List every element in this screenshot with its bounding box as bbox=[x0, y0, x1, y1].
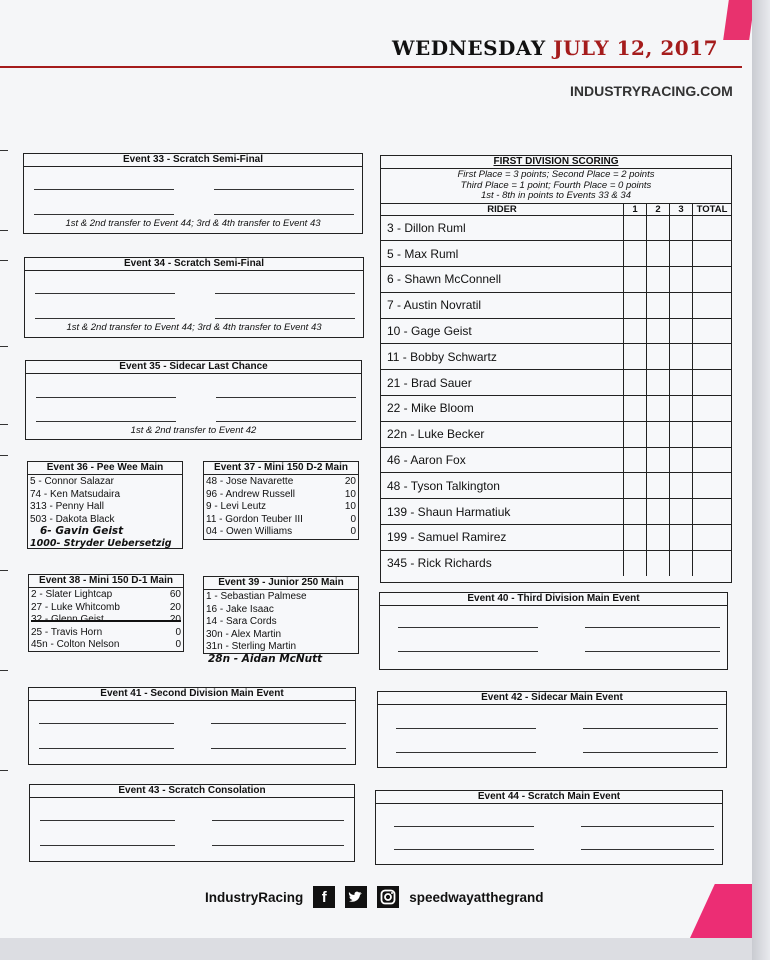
footer bbox=[205, 884, 605, 910]
scoring-body bbox=[381, 215, 731, 576]
score-cell[interactable] bbox=[693, 215, 732, 241]
instagram-icon bbox=[377, 886, 399, 908]
score-cell[interactable] bbox=[670, 421, 693, 447]
score-cell[interactable] bbox=[693, 344, 732, 370]
event-35-note: 1st & 2nd transfer to Event 42 bbox=[130, 425, 257, 436]
list-item: 16 - Jake Isaac bbox=[206, 603, 274, 615]
event-39-box bbox=[203, 576, 359, 654]
entry-line bbox=[394, 826, 534, 827]
table-row bbox=[381, 421, 731, 447]
score-cell[interactable] bbox=[624, 447, 647, 473]
event-34-title: Event 34 - Scratch Semi-Final bbox=[25, 258, 363, 271]
event-41-title: Event 41 - Second Division Main Event bbox=[29, 688, 355, 701]
table-row bbox=[381, 370, 731, 396]
rider-cell: 48 - Tyson Talkington bbox=[381, 473, 624, 499]
list-item: 45n - Colton Nelson 0 bbox=[31, 639, 181, 650]
score-cell[interactable] bbox=[647, 525, 670, 551]
scoring-rules: First Place = 3 points; Second Place = 2 points Third Place = 1 point; Fourth Place = 0 points 1st - 8th in points to Events 33 & 34 bbox=[381, 169, 731, 204]
event-33-box bbox=[23, 153, 363, 234]
score-cell[interactable] bbox=[693, 318, 732, 344]
table-row bbox=[381, 292, 731, 318]
list-item: 31n - Sterling Martin bbox=[206, 641, 297, 652]
table-row bbox=[381, 344, 731, 370]
entry-line bbox=[36, 397, 176, 398]
event-35-title: Event 35 - Sidecar Last Chance bbox=[26, 361, 361, 374]
entry-line bbox=[585, 627, 720, 628]
left-edge-ticks bbox=[0, 150, 8, 850]
event-34-box bbox=[24, 257, 364, 338]
rider-cell: 11 - Bobby Schwartz bbox=[381, 344, 624, 370]
list-item: 27 - Luke Whitcomb 20 bbox=[31, 601, 181, 613]
score-cell[interactable] bbox=[647, 370, 670, 396]
table-row bbox=[381, 267, 731, 293]
score-cell[interactable] bbox=[647, 396, 670, 422]
score-cell[interactable] bbox=[624, 499, 647, 525]
score-cell[interactable] bbox=[647, 550, 670, 575]
score-cell[interactable] bbox=[670, 370, 693, 396]
event-40-box bbox=[379, 592, 728, 670]
brand-name: IndustryRacing bbox=[205, 889, 304, 905]
event-36-box bbox=[27, 461, 183, 549]
table-row bbox=[381, 447, 731, 473]
rider-cell: 22n - Luke Becker bbox=[381, 421, 624, 447]
entry-line bbox=[40, 845, 175, 846]
event-38-box bbox=[28, 574, 184, 652]
score-cell[interactable] bbox=[670, 344, 693, 370]
score-cell[interactable] bbox=[693, 292, 732, 318]
table-row bbox=[381, 318, 731, 344]
event-37-box bbox=[203, 461, 359, 540]
entry-line bbox=[216, 421, 356, 422]
score-cell[interactable] bbox=[647, 215, 670, 241]
score-cell[interactable] bbox=[624, 318, 647, 344]
entry-line bbox=[214, 189, 354, 190]
rider-cell: 345 - Rick Richards bbox=[381, 550, 624, 575]
rider-cell: 21 - Brad Sauer bbox=[381, 370, 624, 396]
entry-line bbox=[35, 293, 175, 294]
entry-line bbox=[394, 849, 534, 850]
entry-line bbox=[585, 651, 720, 652]
score-cell[interactable] bbox=[693, 241, 732, 267]
score-cell[interactable] bbox=[670, 473, 693, 499]
score-cell[interactable] bbox=[647, 344, 670, 370]
site-url: INDUSTRYRACING.COM bbox=[570, 83, 733, 99]
scoring-grid bbox=[381, 204, 731, 576]
list-item: 25 - Travis Horn 0 bbox=[31, 626, 181, 638]
entry-line bbox=[34, 189, 174, 190]
event-39-roster bbox=[204, 590, 358, 655]
rider-cell: 10 - Gage Geist bbox=[381, 318, 624, 344]
event-43-title: Event 43 - Scratch Consolation bbox=[30, 785, 354, 798]
rider-cell: 22 - Mike Bloom bbox=[381, 396, 624, 422]
facebook-icon: f bbox=[313, 886, 335, 908]
score-cell[interactable] bbox=[647, 241, 670, 267]
score-cell[interactable] bbox=[693, 525, 732, 551]
event-41-box bbox=[28, 687, 356, 765]
entry-line bbox=[212, 820, 344, 821]
event-40-title: Event 40 - Third Division Main Event bbox=[380, 593, 727, 606]
handwritten-entry: 28n - Aidan McNutt bbox=[208, 653, 323, 665]
entry-line bbox=[211, 748, 346, 749]
entry-line bbox=[211, 723, 346, 724]
entry-line bbox=[35, 318, 175, 319]
score-cell[interactable] bbox=[670, 550, 693, 575]
score-cell[interactable] bbox=[624, 215, 647, 241]
score-cell[interactable] bbox=[693, 473, 732, 499]
tape-bottom-right bbox=[690, 884, 752, 938]
event-38-roster bbox=[29, 588, 183, 653]
list-item: 04 - Owen Williams 0 bbox=[206, 526, 356, 537]
score-cell[interactable] bbox=[670, 525, 693, 551]
score-cell[interactable] bbox=[647, 447, 670, 473]
score-cell[interactable] bbox=[670, 318, 693, 344]
score-cell[interactable] bbox=[624, 241, 647, 267]
score-cell[interactable] bbox=[693, 447, 732, 473]
list-item: 313 - Penny Hall bbox=[30, 501, 104, 512]
score-cell[interactable] bbox=[693, 267, 732, 293]
table-row bbox=[381, 241, 731, 267]
entry-line bbox=[398, 651, 538, 652]
list-item: 11 - Gordon Teuber III 0 bbox=[206, 513, 356, 525]
entry-line bbox=[214, 214, 354, 215]
event-36-title: Event 36 - Pee Wee Main bbox=[28, 462, 182, 475]
social-handle: speedwayatthegrand bbox=[409, 889, 544, 905]
score-cell[interactable] bbox=[693, 396, 732, 422]
score-cell[interactable] bbox=[624, 267, 647, 293]
event-44-title: Event 44 - Scratch Main Event bbox=[376, 791, 722, 804]
list-item: 5 - Connor Salazar bbox=[30, 476, 114, 487]
table-row bbox=[381, 396, 731, 422]
entry-line bbox=[583, 728, 718, 729]
score-cell[interactable] bbox=[647, 318, 670, 344]
rider-cell: 6 - Shawn McConnell bbox=[381, 267, 624, 293]
rider-cell: 139 - Shaun Harmatiuk bbox=[381, 499, 624, 525]
score-cell[interactable] bbox=[647, 421, 670, 447]
score-cell[interactable] bbox=[670, 499, 693, 525]
list-item: 74 - Ken Matsudaira bbox=[30, 488, 121, 500]
rider-cell: 7 - Austin Novratil bbox=[381, 292, 624, 318]
twitter-icon bbox=[345, 886, 367, 908]
entry-line bbox=[39, 748, 174, 749]
handwritten-entry: 6- Gavin Geist bbox=[40, 525, 124, 537]
entry-line bbox=[581, 826, 714, 827]
entry-line bbox=[583, 752, 718, 753]
event-37-title: Event 37 - Mini 150 D-2 Main bbox=[204, 462, 358, 475]
entry-line bbox=[36, 421, 176, 422]
score-cell[interactable] bbox=[693, 499, 732, 525]
score-cell[interactable] bbox=[693, 370, 732, 396]
list-item-struck: 32 - Glenn Geist 20 bbox=[31, 614, 181, 625]
rider-cell: 3 - Dillon Ruml bbox=[381, 215, 624, 241]
score-cell[interactable] bbox=[624, 292, 647, 318]
score-cell[interactable] bbox=[670, 292, 693, 318]
event-36-roster bbox=[28, 475, 182, 527]
score-cell[interactable] bbox=[624, 550, 647, 575]
list-item: 96 - Andrew Russell 10 bbox=[206, 488, 356, 500]
event-43-box bbox=[29, 784, 355, 862]
rider-cell: 5 - Max Ruml bbox=[381, 241, 624, 267]
event-37-roster bbox=[204, 475, 358, 540]
list-item: 9 - Levi Leutz 10 bbox=[206, 501, 356, 512]
event-35-box bbox=[25, 360, 362, 440]
header-rule bbox=[0, 66, 742, 68]
handwritten-entry: 1000- Stryder Uebersetzig bbox=[30, 538, 172, 549]
score-cell[interactable] bbox=[670, 447, 693, 473]
tape-top-right bbox=[723, 0, 752, 40]
entry-line bbox=[39, 723, 174, 724]
date-label: JULY 12, 2017 bbox=[553, 36, 718, 60]
event-42-title: Event 42 - Sidecar Main Event bbox=[378, 692, 726, 705]
scoring-title: FIRST DIVISION SCORING bbox=[381, 156, 731, 169]
score-cell[interactable] bbox=[693, 421, 732, 447]
rider-cell: 46 - Aaron Fox bbox=[381, 447, 624, 473]
page-title bbox=[392, 36, 718, 60]
score-cell[interactable] bbox=[693, 550, 732, 575]
list-item: 503 - Dakota Black bbox=[30, 513, 115, 525]
list-item: 1 - Sebastian Palmese bbox=[206, 591, 307, 602]
entry-line bbox=[212, 845, 344, 846]
list-item: 30n - Alex Martin bbox=[206, 628, 282, 640]
first-division-scoring-table bbox=[380, 155, 732, 583]
list-item: 48 - Jose Navarette 20 bbox=[206, 476, 356, 487]
entry-line bbox=[40, 820, 175, 821]
entry-line bbox=[34, 214, 174, 215]
table-row bbox=[381, 499, 731, 525]
entry-line bbox=[396, 752, 536, 753]
list-item: 14 - Sara Cords bbox=[206, 616, 277, 627]
event-38-title: Event 38 - Mini 150 D-1 Main bbox=[29, 575, 183, 588]
table-row bbox=[381, 525, 731, 551]
entry-line bbox=[215, 318, 355, 319]
event-42-box bbox=[377, 691, 727, 768]
entry-line bbox=[396, 728, 536, 729]
score-cell[interactable] bbox=[624, 344, 647, 370]
table-row bbox=[381, 473, 731, 499]
score-cell[interactable] bbox=[647, 473, 670, 499]
score-cell[interactable] bbox=[624, 473, 647, 499]
day-label: WEDNESDAY bbox=[392, 36, 546, 60]
rider-cell: 199 - Samuel Ramirez bbox=[381, 525, 624, 551]
table-row bbox=[381, 215, 731, 241]
entry-line bbox=[581, 849, 714, 850]
score-cell[interactable] bbox=[670, 267, 693, 293]
entry-line bbox=[398, 627, 538, 628]
score-cell[interactable] bbox=[647, 292, 670, 318]
score-cell[interactable] bbox=[670, 215, 693, 241]
event-39-title: Event 39 - Junior 250 Main bbox=[204, 577, 358, 590]
score-cell[interactable] bbox=[624, 421, 647, 447]
score-cell[interactable] bbox=[647, 267, 670, 293]
score-cell[interactable] bbox=[624, 525, 647, 551]
score-cell[interactable] bbox=[624, 396, 647, 422]
event-44-box bbox=[375, 790, 723, 865]
entry-line bbox=[216, 397, 356, 398]
score-cell[interactable] bbox=[624, 370, 647, 396]
table-row bbox=[381, 550, 731, 575]
score-cell[interactable] bbox=[647, 499, 670, 525]
table-header-row: RIDER 1 2 3 TOTAL bbox=[381, 204, 731, 216]
page-shadow bbox=[752, 0, 770, 960]
event-34-note: 1st & 2nd transfer to Event 44; 3rd & 4th transfer to Event 43 bbox=[66, 322, 322, 333]
score-cell[interactable] bbox=[670, 396, 693, 422]
entry-line bbox=[215, 293, 355, 294]
event-33-note: 1st & 2nd transfer to Event 44; 3rd & 4th transfer to Event 43 bbox=[65, 218, 321, 229]
event-33-title: Event 33 - Scratch Semi-Final bbox=[24, 154, 362, 167]
score-cell[interactable] bbox=[670, 241, 693, 267]
list-item: 2 - Slater Lightcap 60 bbox=[31, 589, 181, 600]
